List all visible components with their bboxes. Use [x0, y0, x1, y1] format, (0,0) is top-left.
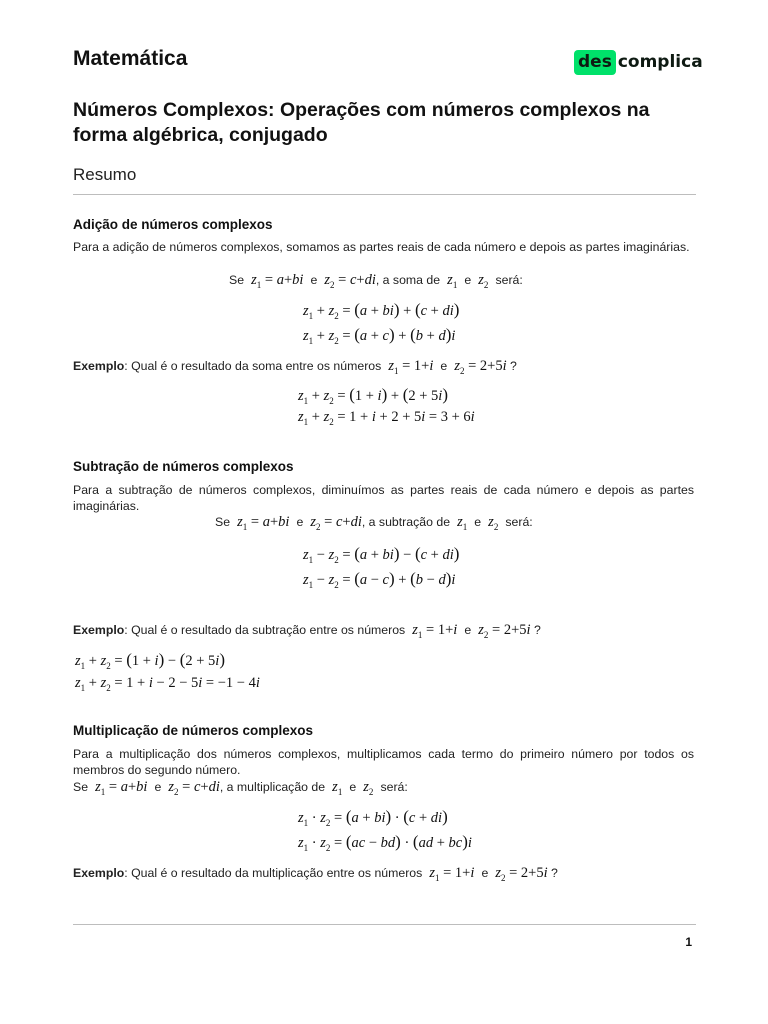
subject-title: Matemática: [73, 47, 188, 70]
example-subtracao-step1: $z_1 + z_2 = (1 + i) - (2 + 5i)$: [75, 650, 225, 671]
definition-adicao: Se $z_1 = a+bi$ e $z_2 = c+di$, a soma de $z_1$ e $z_2$ será:: [229, 272, 523, 290]
formula-subtracao-2: $z_1 - z_2 = (a - c) + (b - d)i$: [303, 569, 456, 590]
formula-multiplicacao-1: $z_1 \cdot z_2 = (a + bi) \cdot (c + di)$: [298, 807, 448, 828]
heading-adicao: Adição de números complexos: [73, 217, 273, 232]
logo-part1: des: [574, 50, 616, 75]
example-adicao: Exemplo: Qual é o resultado da soma entre os números $z_1 = 1+i$ e $z_2 = 2+5i$ ?: [73, 358, 517, 376]
divider-bottom: [73, 924, 696, 925]
logo-part2: complica: [617, 52, 703, 72]
page-number: 1: [685, 935, 692, 949]
example-subtracao-step2: $z_1 + z_2 = 1 + i - 2 - 5i = -1 - 4i$: [75, 675, 260, 693]
heading-subtracao: Subtração de números complexos: [73, 459, 294, 474]
page-title: Números Complexos: Operações com números complexos na forma algébrica, conjugado: [73, 99, 650, 146]
descomplica-logo[interactable]: [574, 49, 703, 75]
text-multiplicacao: Para a multiplicação dos números complexos, multiplicamos cada termo do primeiro número por todos os membros do segundo número.: [73, 747, 694, 777]
definition-subtracao: Se $z_1 = a+bi$ e $z_2 = c+di$, a subtração de $z_1$ e $z_2$ será:: [215, 514, 533, 532]
example-adicao-step2: $z_1 + z_2 = 1 + i + 2 + 5i = 3 + 6i$: [298, 409, 475, 427]
example-multiplicacao: Exemplo: Qual é o resultado da multiplicação entre os números $z_1 = 1+i$ e $z_2 = 2+5i$ ?: [73, 865, 558, 883]
formula-adicao-2: $z_1 + z_2 = (a + c) + (b + d)i$: [303, 325, 456, 346]
heading-multiplicacao: Multiplicação de números complexos: [73, 723, 314, 738]
formula-multiplicacao-2: $z_1 \cdot z_2 = (ac - bd) \cdot (ad + bc)i$: [298, 832, 472, 853]
text-adicao: Para a adição de números complexos, somamos as partes reais de cada número e depois as partes imaginárias.: [73, 240, 690, 254]
text-subtracao: Para a subtração de números complexos, diminuímos as partes reais de cada número e depois as partes imaginárias.: [73, 483, 694, 513]
formula-subtracao-1: $z_1 - z_2 = (a + bi) - (c + di)$: [303, 544, 460, 565]
example-subtracao: Exemplo: Qual é o resultado da subtração entre os números $z_1 = 1+i$ e $z_2 = 2+5i$ ?: [73, 622, 541, 640]
definition-multiplicacao: Se $z_1 = a+bi$ e $z_2 = c+di$, a multiplicação de $z_1$ e $z_2$ será:: [73, 779, 408, 797]
example-adicao-step1: $z_1 + z_2 = (1 + i) + (2 + 5i)$: [298, 385, 448, 406]
section-label-resumo: Resumo: [73, 165, 137, 184]
divider-top: [73, 194, 696, 195]
formula-adicao-1: $z_1 + z_2 = (a + bi) + (c + di)$: [303, 300, 460, 321]
